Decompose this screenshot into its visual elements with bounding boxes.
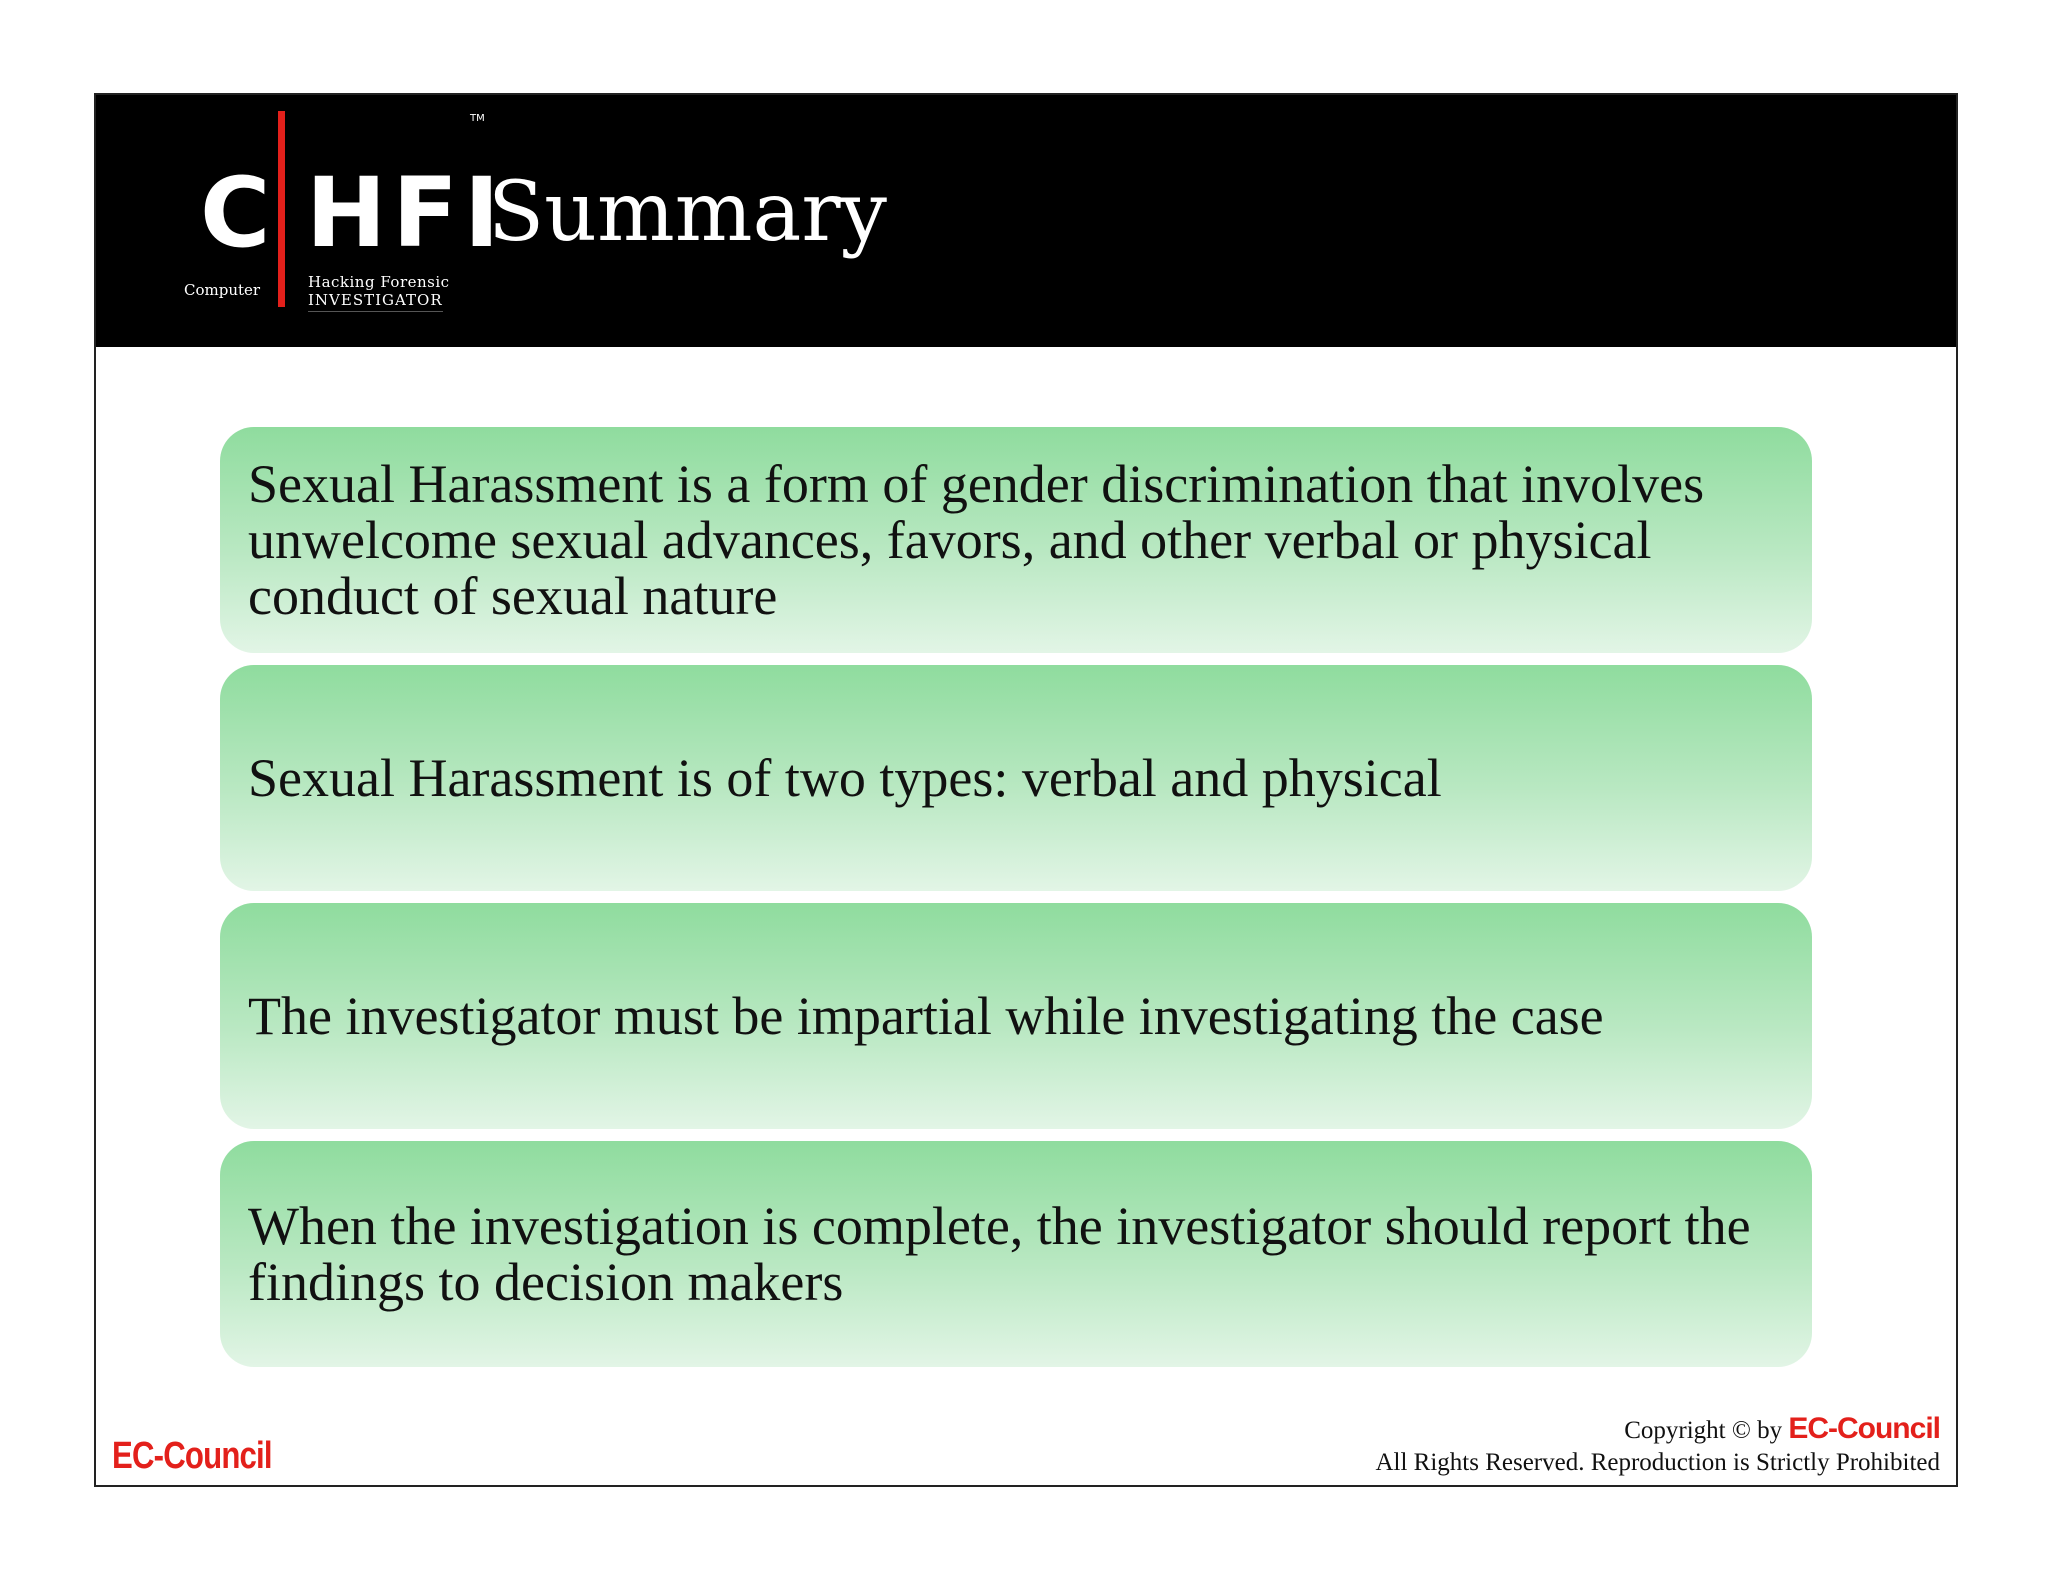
slide: [94, 93, 1958, 1487]
copyright-line: [1375, 1413, 1940, 1447]
page-title: Summary: [488, 165, 887, 260]
logo-trademark: TM: [470, 113, 485, 124]
logo-hacking-forensic-label: Hacking Forensic: [308, 273, 450, 291]
logo-letter-c: C: [200, 157, 273, 269]
chfi-logo: [136, 111, 506, 331]
summary-point-box: [220, 1141, 1812, 1367]
summary-point-text: When the investigation is complete, the investigator should report the findings to decision makers: [248, 1196, 1751, 1312]
ec-council-logo: EC-Council: [112, 1435, 272, 1477]
summary-point-box: [220, 665, 1812, 891]
summary-point-box: [220, 427, 1812, 653]
summary-point-box: [220, 903, 1812, 1129]
rights-line: All Rights Reserved. Reproduction is Strictly Prohibited: [1375, 1449, 1940, 1476]
copyright-prefix: Copyright © by: [1624, 1417, 1783, 1444]
copyright-notice: [1375, 1413, 1940, 1479]
header-bar: [96, 95, 1956, 347]
summary-point-text: The investigator must be impartial while investigating the case: [248, 986, 1604, 1046]
summary-point-text: Sexual Harassment is a form of gender discrimination that involves unwelcome sexual advances, favors, and other verbal or physical conduct of sexual nature: [248, 454, 1705, 626]
logo-letters-hfi: HFI: [306, 157, 506, 269]
logo-computer-label: Computer: [184, 281, 261, 299]
logo-investigator-label: INVESTIGATOR: [308, 291, 443, 312]
copyright-brand: EC-Council: [1788, 1412, 1940, 1445]
logo-red-bar: [278, 111, 285, 307]
summary-point-text: Sexual Harassment is of two types: verbal and physical: [248, 748, 1442, 808]
